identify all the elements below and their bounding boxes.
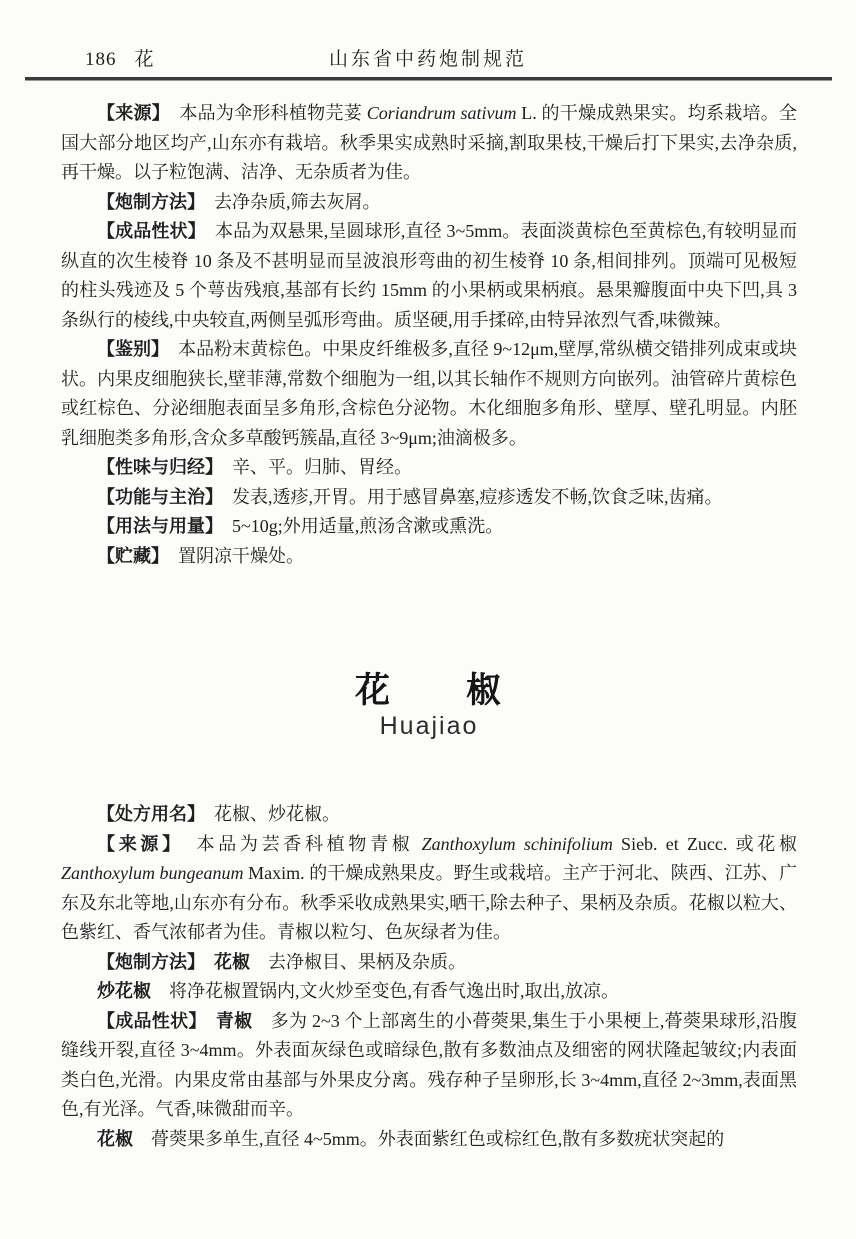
body-text: Maxim. 的干燥成熟果皮。野生或栽培。主产于河北、陕西、江苏、广东及东北等地,山东亦有分布。秋季采收成熟果实,晒干,除去种子、果柄及杂质。花椒以粒大、色紫红、香气浓郁者为佳。青椒以粒匀、色灰绿者为佳。 <box>61 863 798 942</box>
body-text: 去净椒目、果柄及杂质。 <box>250 951 466 972</box>
latin-name: Zanthoxylum schinifolium <box>421 833 613 854</box>
bold-label: 【处方用名】 <box>97 804 196 824</box>
bold-label: 【炮制方法】 <box>97 191 196 212</box>
paragraph <box>61 1125 797 1155</box>
body-text: 本品为伞形科植物芫荽 <box>161 103 367 123</box>
article-huajiao-body <box>61 800 797 1154</box>
paragraph <box>61 217 797 335</box>
body-text <box>196 952 214 972</box>
bold-label: 【用法与用量】 <box>97 516 214 536</box>
bold-label: 【成品性状】 <box>97 1010 198 1031</box>
bold-label: 花椒 <box>214 951 250 972</box>
bold-label: 【性味与归经】 <box>97 457 214 477</box>
paragraph <box>61 99 797 188</box>
body-text <box>198 1011 216 1031</box>
body-text: 辛、平。归肺、胃经。 <box>214 457 412 477</box>
body-text: 本品为双悬果,呈圆球形,直径 3~5mm。表面淡黄棕色至黄棕色,有较明显而纵直的次生棱脊 10 条及不甚明显而呈波浪形弯曲的初生棱脊 10 条,相间排列。顶端可见极短的柱头残迹及 5 个萼齿残痕,基部有长约 15mm 的小果柄或果柄痕。悬果瓣腹面中央下凹,具 3 条纵行的棱线,中央较直,两侧呈弧形弯曲。质坚硬,用手揉碎,由特异浓烈气香,味微辣。 <box>61 221 797 330</box>
section-label: 花 <box>134 49 155 70</box>
article-coriander-body <box>61 99 797 571</box>
latin-name: Coriandrum sativum <box>366 103 517 123</box>
bold-label: 【来源】 <box>97 833 175 854</box>
body-text: 去净杂质,筛去灰屑。 <box>196 191 381 212</box>
paragraph <box>61 453 797 483</box>
body-text: 多为 2~3 个上部离生的小蓇葖果,集生于小果梗上,蓇葖果球形,沿腹缝线开裂,直径 3~4mm。外表面灰绿色或暗绿色,散有多数油点及细密的网状隆起皱纹;内表面类白色,光滑。内果皮常由基部与外果皮分离。残存种子呈卵形,长 3~4mm,直径 2~3mm,表面黑色,有光泽。气香,味微甜而辛。 <box>61 1010 798 1119</box>
bold-label: 【贮藏】 <box>97 545 160 566</box>
paragraph <box>61 512 797 542</box>
paragraph <box>61 977 797 1007</box>
body-text: L. 的干燥成熟果实。均系栽培。全国大部分地区均产,山东亦有栽培。秋季果实成熟时采摘,割取果枝,干燥后打下果实,去净杂质,再干燥。以子粒饱满、洁净、无杂质者为佳。 <box>61 103 798 182</box>
bold-label: 【鉴别】 <box>97 339 161 359</box>
body-text: Sieb. et Zucc. 或花椒 <box>612 833 798 854</box>
bold-label: 花椒 <box>97 1128 133 1149</box>
body-text: 花椒、炒花椒。 <box>196 804 340 824</box>
bold-label: 【功能与主治】 <box>97 486 214 507</box>
bold-label: 【成品性状】 <box>97 221 197 241</box>
paragraph <box>61 483 797 513</box>
paragraph <box>61 335 797 453</box>
body-text: 本品为芸香科植物青椒 <box>174 833 422 854</box>
paragraph <box>61 948 797 978</box>
body-text: 5~10g;外用适量,煎汤含漱或熏洗。 <box>214 516 504 536</box>
bold-label: 【炮制方法】 <box>97 951 196 972</box>
paragraph <box>61 800 797 830</box>
article-title-huajiao: 花 椒 <box>354 671 503 710</box>
page-header <box>62 44 794 70</box>
body-text: 将净花椒置锅内,文火炒至变色,有香气逸出时,取出,放凉。 <box>151 981 619 1001</box>
body-text: 蓇葖果多单生,直径 4~5mm。外表面紫红色或棕红色,散有多数疣状突起的 <box>133 1128 725 1149</box>
article-pinyin-huajiao: Huajiao <box>379 712 479 740</box>
body-text: 发表,透疹,开胃。用于感冒鼻塞,痘疹透发不畅,饮食乏味,齿痛。 <box>214 486 723 507</box>
header-divider <box>25 77 832 81</box>
page-number: 186 <box>85 49 117 70</box>
body-text: 本品粉末黄棕色。中果皮纤维极多,直径 9~12μm,壁厚,常纵横交错排列成束或块状。内果皮细胞狭长,壁菲薄,常数个细胞为一组,以其长轴作不规则方向嵌列。油管碎片黄棕色或红棕色、分泌细胞表面呈多角形,含棕色分泌物。木化细胞多角形、壁厚、壁孔明显。内胚乳细胞类多角形,含众多草酸钙簇晶,直径 3~9μm;油滴极多。 <box>61 339 798 448</box>
body-text: 置阴凉干燥处。 <box>160 545 304 566</box>
paragraph <box>61 1007 797 1125</box>
paragraph <box>61 542 797 572</box>
bold-label: 炒花椒 <box>97 981 151 1001</box>
bold-label: 【来源】 <box>97 103 162 123</box>
paragraph <box>61 830 797 948</box>
book-title: 山东省中药炮制规范 <box>328 49 527 70</box>
latin-name: Zanthoxylum bungeanum <box>61 863 244 883</box>
paragraph <box>61 188 797 218</box>
bold-label: 青椒 <box>215 1010 253 1031</box>
